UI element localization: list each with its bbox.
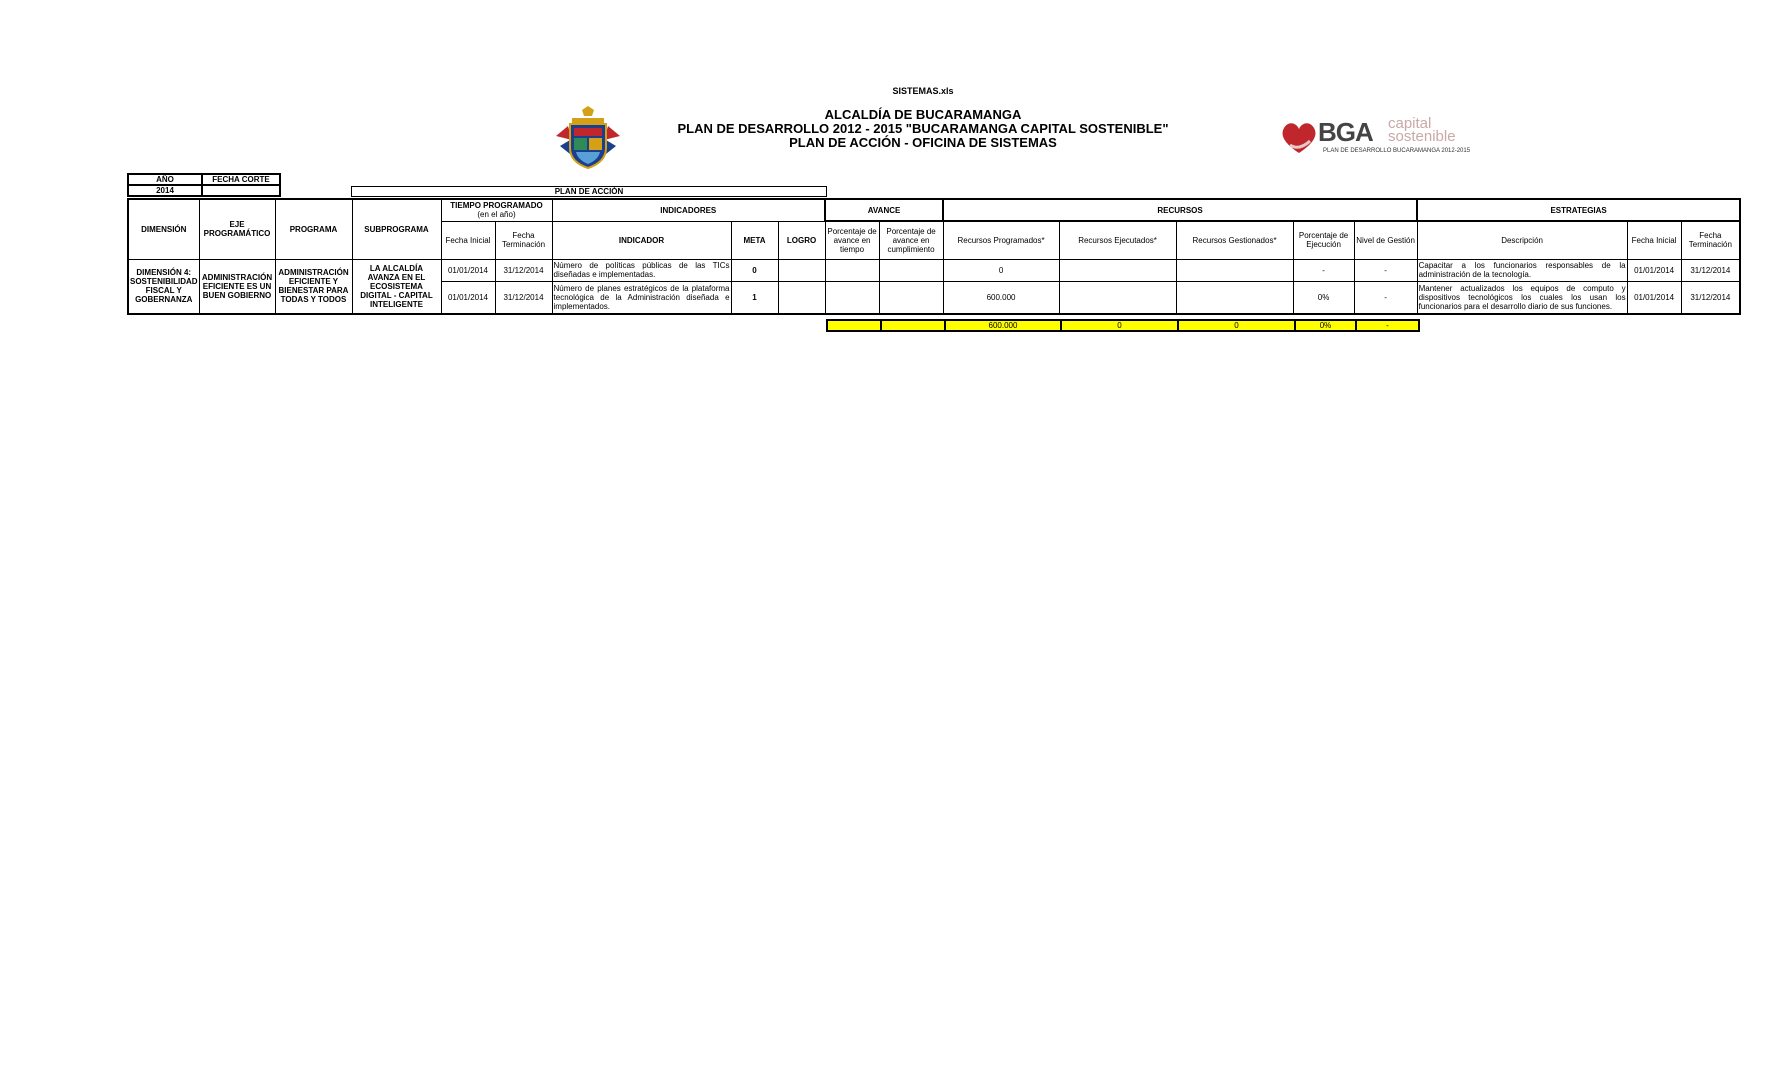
col-tiempo: TIEMPO PROGRAMADO (en el año)	[441, 199, 552, 221]
col-fecha-terminacion: Fecha Terminación	[495, 221, 552, 259]
col-rec-programados: Recursos Programados*	[943, 221, 1059, 259]
cell-subprograma: LA ALCALDÍA AVANZA EN EL ECOSISTEMA DIGITAL - CAPITAL INTELIGENTE	[352, 259, 441, 314]
col-descripcion: Descripción	[1417, 221, 1627, 259]
anio-value: 2014	[128, 185, 202, 196]
col-avance-tiempo: Porcentaje de avance en tiempo	[825, 221, 879, 259]
col-nivel-gestion: Nivel de Gestión	[1354, 221, 1417, 259]
col-est-fecha-terminacion: Fecha Terminación	[1681, 221, 1740, 259]
cell-meta: 0	[731, 259, 778, 281]
total-rec-gestionados: 0	[1178, 320, 1295, 331]
cell-avance-cumplimiento	[879, 259, 943, 281]
col-rec-ejecutados: Recursos Ejecutados*	[1059, 221, 1176, 259]
cell-meta: 1	[731, 281, 778, 314]
heart-icon	[1280, 119, 1318, 157]
cell-fecha-terminacion: 31/12/2014	[495, 281, 552, 314]
col-subprograma: SUBPROGRAMA	[352, 199, 441, 259]
total-avance-tiempo	[827, 320, 881, 331]
col-avance-cumplimiento: Porcentaje de avance en cumplimiento	[879, 221, 943, 259]
col-meta: META	[731, 221, 778, 259]
col-est-fecha-inicial: Fecha Inicial	[1627, 221, 1681, 259]
cell-rec-gestionados	[1176, 259, 1293, 281]
col-indicadores: INDICADORES	[552, 199, 825, 221]
file-name: SISTEMAS.xls	[892, 86, 954, 96]
bga-brand: BGA	[1318, 117, 1373, 147]
cell-rec-ejecutados	[1059, 259, 1176, 281]
col-dimension: DIMENSIÓN	[128, 199, 199, 259]
bga-logo	[1280, 115, 1480, 160]
cell-est-fecha-terminacion: 31/12/2014	[1681, 281, 1740, 314]
cell-avance-tiempo	[825, 281, 879, 314]
cell-descripcion: Mantener actualizados los equipos de computo y dispositivos tecnológicos los cuales los usan los funcionarios para el desarrollo diario de sus funciones.	[1417, 281, 1627, 314]
fecha-corte-value	[202, 185, 280, 196]
year-cut-table	[127, 173, 281, 197]
cell-est-fecha-inicial: 01/01/2014	[1627, 259, 1681, 281]
col-porc-ejecucion: Porcentaje de Ejecución	[1293, 221, 1354, 259]
bucaramanga-crest-icon	[552, 106, 624, 170]
col-logro: LOGRO	[778, 221, 825, 259]
plan-accion-band	[351, 186, 827, 197]
cell-rec-gestionados	[1176, 281, 1293, 314]
cell-rec-programados: 0	[943, 259, 1059, 281]
col-indicador: INDICADOR	[552, 221, 731, 259]
cell-porc-ejecucion: -	[1293, 259, 1354, 281]
table-row	[128, 259, 1740, 281]
cell-indicador: Número de políticas públicas de las TICs diseñadas e implementadas.	[553, 261, 730, 279]
title-line-3: PLAN DE ACCIÓN - OFICINA DE SISTEMAS	[789, 135, 1057, 150]
action-plan-table	[127, 198, 1741, 315]
document-title	[0, 108, 1792, 150]
header-row-1	[128, 199, 1740, 221]
col-fecha-inicial: Fecha Inicial	[441, 221, 495, 259]
total-rec-ejecutados: 0	[1061, 320, 1178, 331]
fecha-corte-label: FECHA CORTE	[202, 174, 280, 185]
cell-est-fecha-terminacion: 31/12/2014	[1681, 259, 1740, 281]
col-eje: EJE PROGRAMÁTICO	[199, 199, 275, 259]
bga-tagline: capital sostenible	[1388, 115, 1456, 145]
col-avance: AVANCE	[825, 199, 943, 221]
cell-est-fecha-inicial: 01/01/2014	[1627, 281, 1681, 314]
col-estrategias: ESTRATEGIAS	[1417, 199, 1740, 221]
cell-programa: ADMINISTRACIÓN EFICIENTE Y BIENESTAR PARA TODAS Y TODOS	[275, 259, 352, 314]
cell-fecha-inicial: 01/01/2014	[441, 281, 495, 314]
cell-indicador: Número de planes estratégicos de la plataforma tecnológica de la Administración diseñada e implementados.	[552, 281, 731, 314]
col-recursos: RECURSOS	[943, 199, 1417, 221]
title-line-1: ALCALDÍA DE BUCARAMANGA	[824, 107, 1022, 122]
totals-row	[826, 319, 1420, 332]
cell-rec-programados: 600.000	[943, 281, 1059, 314]
cell-nivel-gestion: -	[1354, 281, 1417, 314]
cell-porc-ejecucion: 0%	[1293, 281, 1354, 314]
col-rec-gestionados: Recursos Gestionados*	[1176, 221, 1293, 259]
cell-avance-cumplimiento	[879, 281, 943, 314]
total-nivel-gestion: -	[1356, 320, 1419, 331]
plan-accion-label: PLAN DE ACCIÓN	[352, 187, 827, 197]
total-rec-programados: 600.000	[945, 320, 1061, 331]
cell-rec-ejecutados	[1059, 281, 1176, 314]
cell-logro	[778, 259, 825, 281]
col-programa: PROGRAMA	[275, 199, 352, 259]
cell-avance-tiempo	[825, 259, 879, 281]
cell-eje: ADMINISTRACIÓN EFICIENTE ES UN BUEN GOBIERNO	[199, 259, 275, 314]
cell-fecha-terminacion: 31/12/2014	[495, 259, 552, 281]
cell-logro	[778, 281, 825, 314]
title-line-2: PLAN DE DESARROLLO 2012 - 2015 "BUCARAMANGA CAPITAL SOSTENIBLE"	[677, 121, 1169, 136]
total-porc-ejecucion: 0%	[1295, 320, 1356, 331]
cell-fecha-inicial: 01/01/2014	[441, 259, 495, 281]
total-avance-cumplimiento	[881, 320, 945, 331]
anio-label: AÑO	[128, 174, 202, 185]
cell-descripcion: Capacitar a los funcionarios responsables de la administración de la tecnología.	[1418, 261, 1626, 279]
bga-subtitle: PLAN DE DESARROLLO BUCARAMANGA 2012-2015	[1323, 148, 1471, 154]
cell-dimension: DIMENSIÓN 4: SOSTENIBILIDAD FISCAL Y GOBERNANZA	[128, 259, 199, 314]
cell-nivel-gestion: -	[1354, 259, 1417, 281]
